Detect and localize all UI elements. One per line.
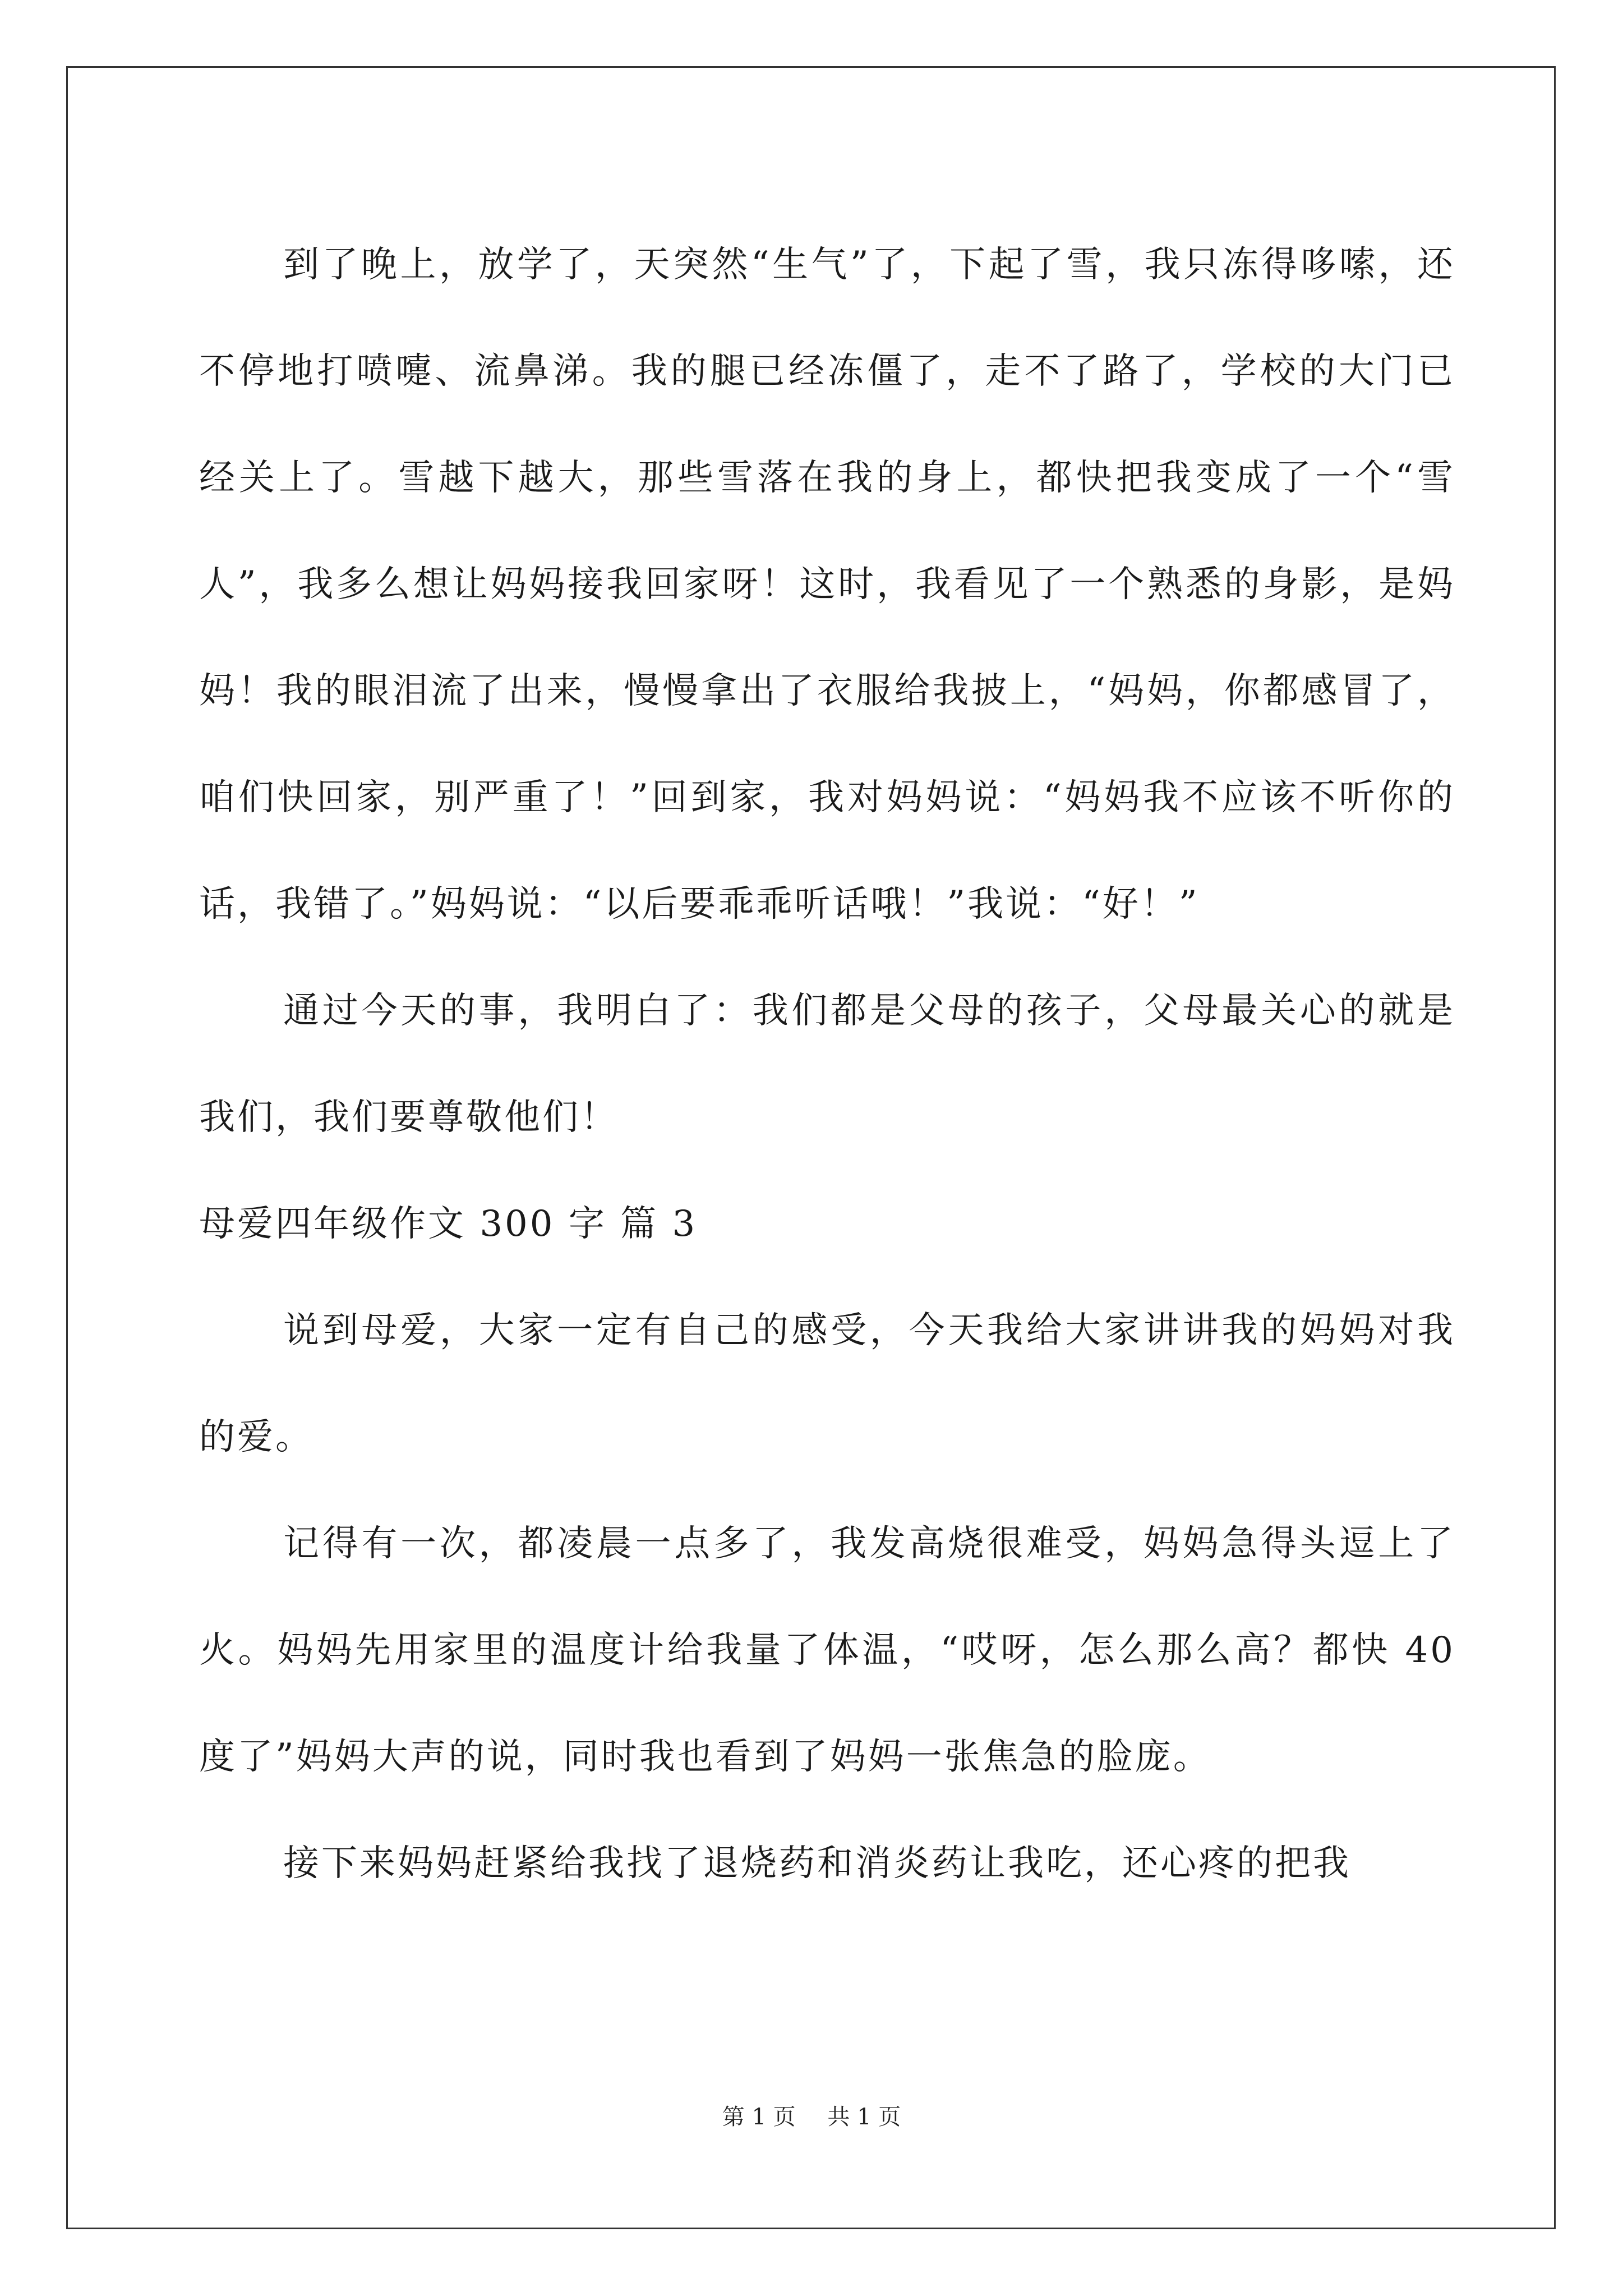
document-body [199, 211, 1455, 1917]
section-heading: 母爱四年级作文 300 字 篇 3 [199, 1203, 698, 1245]
section-paragraph-2: 记得有一次，都凌晨一点多了，我发高烧很难受，妈妈急得头逗上了火。妈妈先用家里的温度计给我量了体温，“哎呀，怎么那么高？都快 40 度了”妈妈大声的说，同时我也看到了妈妈一张焦急的脸庞。 [199, 1523, 1455, 1778]
section-paragraph-1: 说到母爱，大家一定有自己的感受，今天我给大家讲讲我的妈妈对我的爱。 [199, 1310, 1455, 1458]
page-number: 第 1 页 [722, 2104, 796, 2130]
section-paragraph-3: 接下来妈妈赶紧给我找了退烧药和消炎药让我吃，还心疼的把我 [283, 1843, 1351, 1884]
paragraph-2: 通过今天的事，我明白了：我们都是父母的孩子，父母最关心的就是我们，我们要尊敬他们！ [199, 990, 1455, 1138]
paragraph-1: 到了晚上，放学了，天突然“生气”了，下起了雪，我只冻得哆嗦，还不停地打喷嚏、流鼻涕。我的腿已经冻僵了，走不了路了，学校的大门已经关上了。雪越下越大，那些雪落在我的身上，都快把我变成了一个“雪人”，我多么想让妈妈接我回家呀！这时，我看见了一个熟悉的身影，是妈妈！我的眼泪流了出来，慢慢拿出了衣服给我披上，“妈妈，你都感冒了，咱们快回家，别严重了！”回到家，我对妈妈说：“妈妈我不应该不听你的话，我错了。”妈妈说：“以后要乖乖听话哦！”我说：“好！” [199, 244, 1455, 925]
page-total: 共 1 页 [827, 2104, 901, 2130]
page-footer [0, 2099, 1623, 2131]
